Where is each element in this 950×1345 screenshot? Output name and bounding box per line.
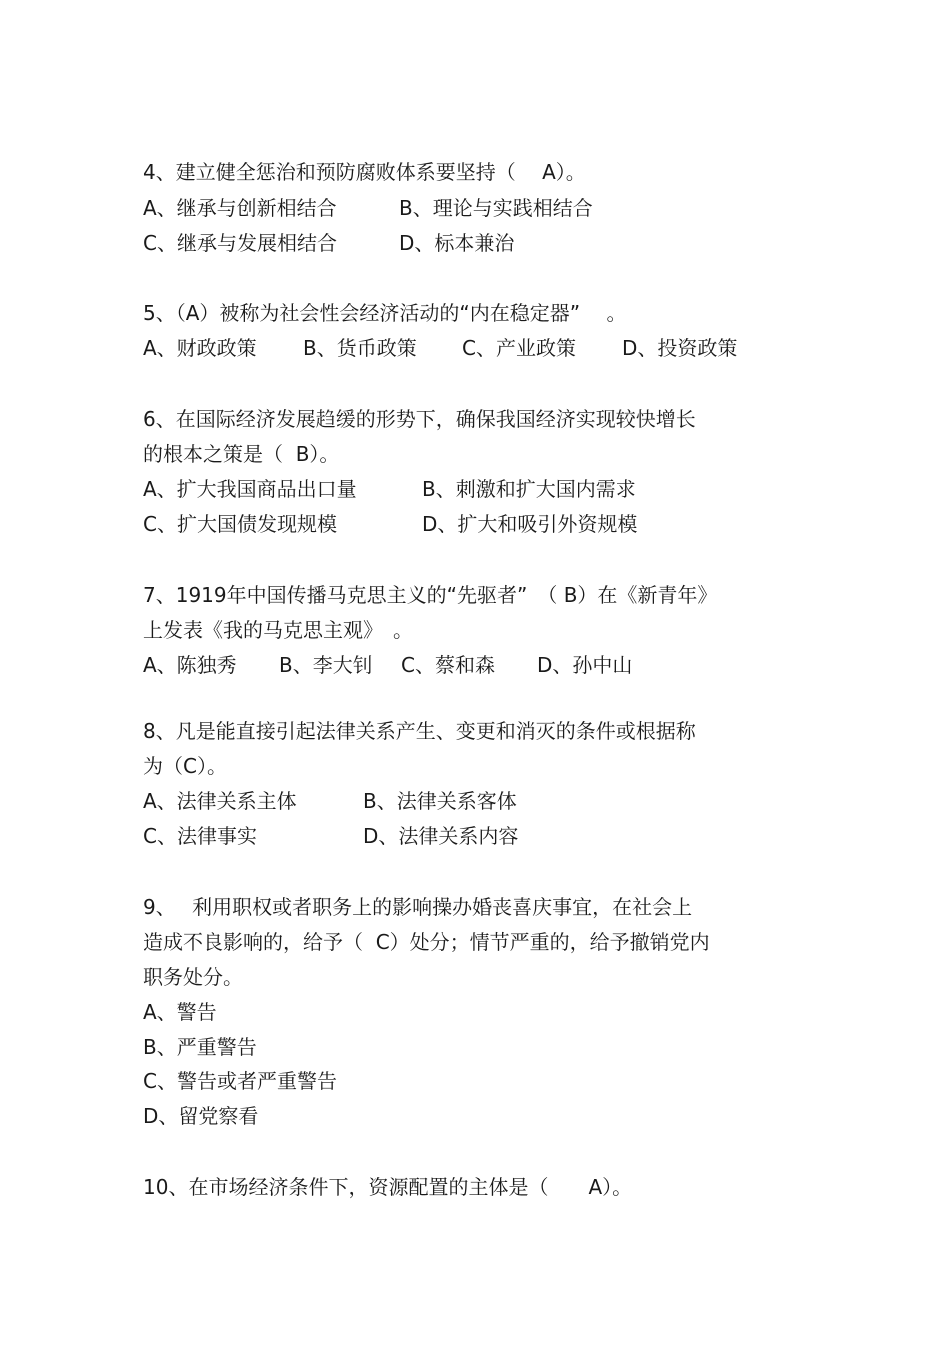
question-7-stem-line-1: 7、1919年中国传播马克思主义的“先驱者” （ B）在《新青年》: [143, 583, 718, 607]
option-d: D、投资政策: [622, 336, 738, 360]
option-c: C、法律事实: [143, 824, 257, 848]
question-8-options-row-2: [143, 822, 843, 850]
question-9-stem-line-1: 9、 利用职权或者职务上的影响操办婚丧喜庆事宜，在社会上: [143, 895, 693, 919]
question-7-options-row-1: [143, 651, 843, 679]
option-a: A、继承与创新相结合: [143, 196, 337, 220]
option-d: D、标本兼治: [399, 231, 515, 255]
option-c: C、蔡和森: [401, 653, 495, 677]
question-8-stem-line-2: 为（C）。: [143, 754, 227, 778]
option-b: B、理论与实践相结合: [399, 196, 593, 220]
option-b: B、货币政策: [303, 336, 417, 360]
question-6-options-row-1: [143, 475, 843, 503]
question-9-stem-line-2: 造成不良影响的，给予（ C）处分；情节严重的，给予撤销党内: [143, 930, 710, 954]
question-6-stem-line-2: 的根本之策是（ B）。: [143, 442, 340, 466]
option-c: C、警告或者严重警告: [143, 1069, 337, 1093]
option-a: A、扩大我国商品出口量: [143, 477, 357, 501]
option-a: A、财政政策: [143, 336, 257, 360]
option-a: A、法律关系主体: [143, 789, 297, 813]
question-8-options-row-1: [143, 787, 843, 815]
option-b: B、刺激和扩大国内需求: [422, 477, 636, 501]
question-6-stem-line-1: 6、在国际经济发展趋缓的形势下，确保我国经济实现较快增长: [143, 407, 696, 431]
question-7-stem-line-2: 上发表《我的马克思主观》 。: [143, 618, 413, 642]
question-5-stem: 5、（A）被称为社会性会经济活动的“内在稳定器” 。: [143, 301, 627, 325]
question-10-stem: 10、在市场经济条件下，资源配置的主体是（ A）。: [143, 1175, 633, 1199]
question-4-options-row-1: [143, 194, 843, 222]
option-c: C、产业政策: [462, 336, 576, 360]
question-8-stem-line-1: 8、凡是能直接引起法律关系产生、变更和消灭的条件或根据称: [143, 719, 696, 743]
option-b: B、李大钊: [279, 653, 373, 677]
option-a: A、陈独秀: [143, 653, 237, 677]
option-b: B、严重警告: [143, 1035, 257, 1059]
option-d: D、扩大和吸引外资规模: [422, 512, 638, 536]
question-5-options-row-1: [143, 334, 843, 362]
option-d: D、孙中山: [537, 653, 633, 677]
option-a: A、警告: [143, 1000, 217, 1024]
option-d: D、法律关系内容: [363, 824, 519, 848]
question-9-stem-line-3: 职务处分。: [143, 965, 243, 989]
option-d: D、留党察看: [143, 1104, 259, 1128]
option-c: C、扩大国债发现规模: [143, 512, 337, 536]
question-6-options-row-2: [143, 510, 843, 538]
question-4-stem: 4、建立健全惩治和预防腐败体系要坚持（ A）。: [143, 160, 586, 184]
option-c: C、继承与发展相结合: [143, 231, 337, 255]
question-4-options-row-2: [143, 229, 843, 257]
option-b: B、法律关系客体: [363, 789, 517, 813]
